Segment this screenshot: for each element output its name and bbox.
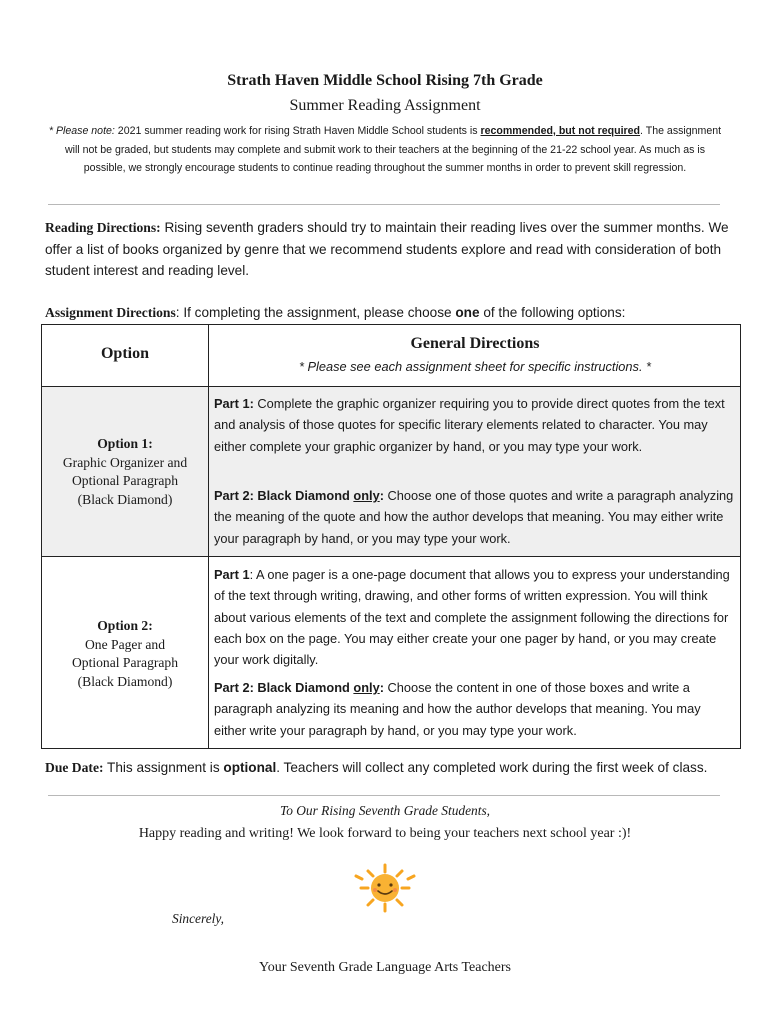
due-date xyxy=(45,760,735,776)
option-2-line-3: (Black Diamond) xyxy=(77,673,173,689)
option-1-line-3: (Black Diamond) xyxy=(77,491,173,507)
reading-directions-text: Rising seventh graders should try to maintain their reading lives over the summer months. We offer a list of books organized by genre that we recommend students explore and read with consideration of both student interest and reading level. xyxy=(45,220,729,279)
option-1-part-1-text: Complete the graphic organizer requiring you to provide direct quotes from the text and analysis of those quotes for specific literary elements related to character. You may either complete your graphic organizer by hand, or you may type your work. xyxy=(214,396,725,454)
due-date-text-1: This assignment is xyxy=(103,760,224,775)
option-1-part-1-label: Part 1: xyxy=(214,396,254,411)
option-2-name: Option 2: xyxy=(97,618,153,633)
option-1-name: Option 1: xyxy=(97,436,153,451)
option-2-part-2-text: Choose the content in one of those boxes and write a paragraph analyzing its meaning and how the author develops that meaning. You may either write your paragraph by hand, or you may type your work. xyxy=(214,680,701,738)
document-title: Strath Haven Middle School Rising 7th Grade xyxy=(227,72,543,89)
option-column-header: Option xyxy=(100,345,149,362)
option-2-cell xyxy=(42,617,208,691)
note-label: * Please note: xyxy=(48,125,115,137)
option-2-part-2-colon: : xyxy=(379,680,384,695)
note-emphasis: recommended, but not required xyxy=(480,125,641,137)
option-2-part-2-label: Part 2: Black Diamond xyxy=(214,680,354,695)
assignment-directions-text-1: : If completing the assignment, please choose xyxy=(175,305,456,320)
table-column-divider xyxy=(208,325,209,748)
option-1-part-2 xyxy=(214,485,736,549)
note-text-1: 2021 summer reading work for rising Strath Haven Middle School students is xyxy=(114,125,481,137)
option-2-part-2-only: only xyxy=(353,680,380,695)
option-2-part-1-label: Part 1 xyxy=(214,567,250,582)
closing-sign-off: Sincerely, xyxy=(172,911,224,926)
closing-signature: Your Seventh Grade Language Arts Teachers xyxy=(259,960,511,975)
option-1-part-2-label: Part 2: Black Diamond xyxy=(214,488,354,503)
option-2-line-1: One Pager and xyxy=(84,636,166,652)
assignment-directions-text-2: of the following options: xyxy=(479,305,626,320)
option-2-part-1 xyxy=(214,564,736,670)
option-1-cell xyxy=(42,435,208,509)
directions-column-subheader: * Please see each assignment sheet for specific instructions. * xyxy=(298,359,652,374)
table-row-divider xyxy=(42,556,740,557)
smiling-sun-icon xyxy=(352,862,418,914)
summer-note xyxy=(44,122,726,178)
note-text-2: . The assignment will not be graded, but students may complete and submit work to their teachers at the beginning of the 21-22 school year. As much as is possible, we strongly encourage students to continue reading throughout the summer months in order to prevent skill regression. xyxy=(64,125,722,174)
closing-greeting: To Our Rising Seventh Grade Students, xyxy=(279,803,491,818)
directions-column-header: General Directions xyxy=(410,335,540,352)
option-1-part-2-only: only xyxy=(353,488,380,503)
options-table xyxy=(41,324,741,749)
option-1-part-2-colon: : xyxy=(379,488,384,503)
option-1-part-2-text: Choose one of those quotes and write a paragraph analyzing the meaning of the quote and how the author develops that meaning. You may either write your paragraph by hand, or you may type your work. xyxy=(214,488,734,546)
divider-top xyxy=(48,204,720,205)
divider-bottom xyxy=(48,795,720,796)
option-2-part-2 xyxy=(214,677,736,741)
option-2-part-1-text: : A one pager is a one-page document that allows you to express your understanding of the text through writing, drawing, and other forms of written expression. You will think about various elements of the text and complete the assignment following the directions for each box on the page. You may either create your one pager by hand, or you may create your work digitally. xyxy=(214,567,730,668)
option-1-line-1: Graphic Organizer and xyxy=(62,454,188,470)
option-1-line-2: Optional Paragraph xyxy=(71,473,179,488)
reading-directions-label: Reading Directions: xyxy=(45,220,161,235)
table-header-divider xyxy=(42,386,740,387)
reading-directions xyxy=(45,217,730,282)
closing-message: Happy reading and writing! We look forward to being your teachers next school year :)! xyxy=(138,826,632,841)
assignment-directions-bold: one xyxy=(455,305,480,320)
assignment-directions-label: Assignment Directions xyxy=(45,305,176,320)
assignment-directions xyxy=(45,302,730,324)
option-1-part-1 xyxy=(214,393,736,457)
due-date-label: Due Date: xyxy=(45,760,104,775)
option-2-line-2: Optional Paragraph xyxy=(71,655,179,670)
due-date-bold: optional xyxy=(223,760,277,775)
due-date-text-2: . Teachers will collect any completed work during the first week of class. xyxy=(276,760,708,775)
document-subtitle: Summer Reading Assignment xyxy=(289,97,481,114)
